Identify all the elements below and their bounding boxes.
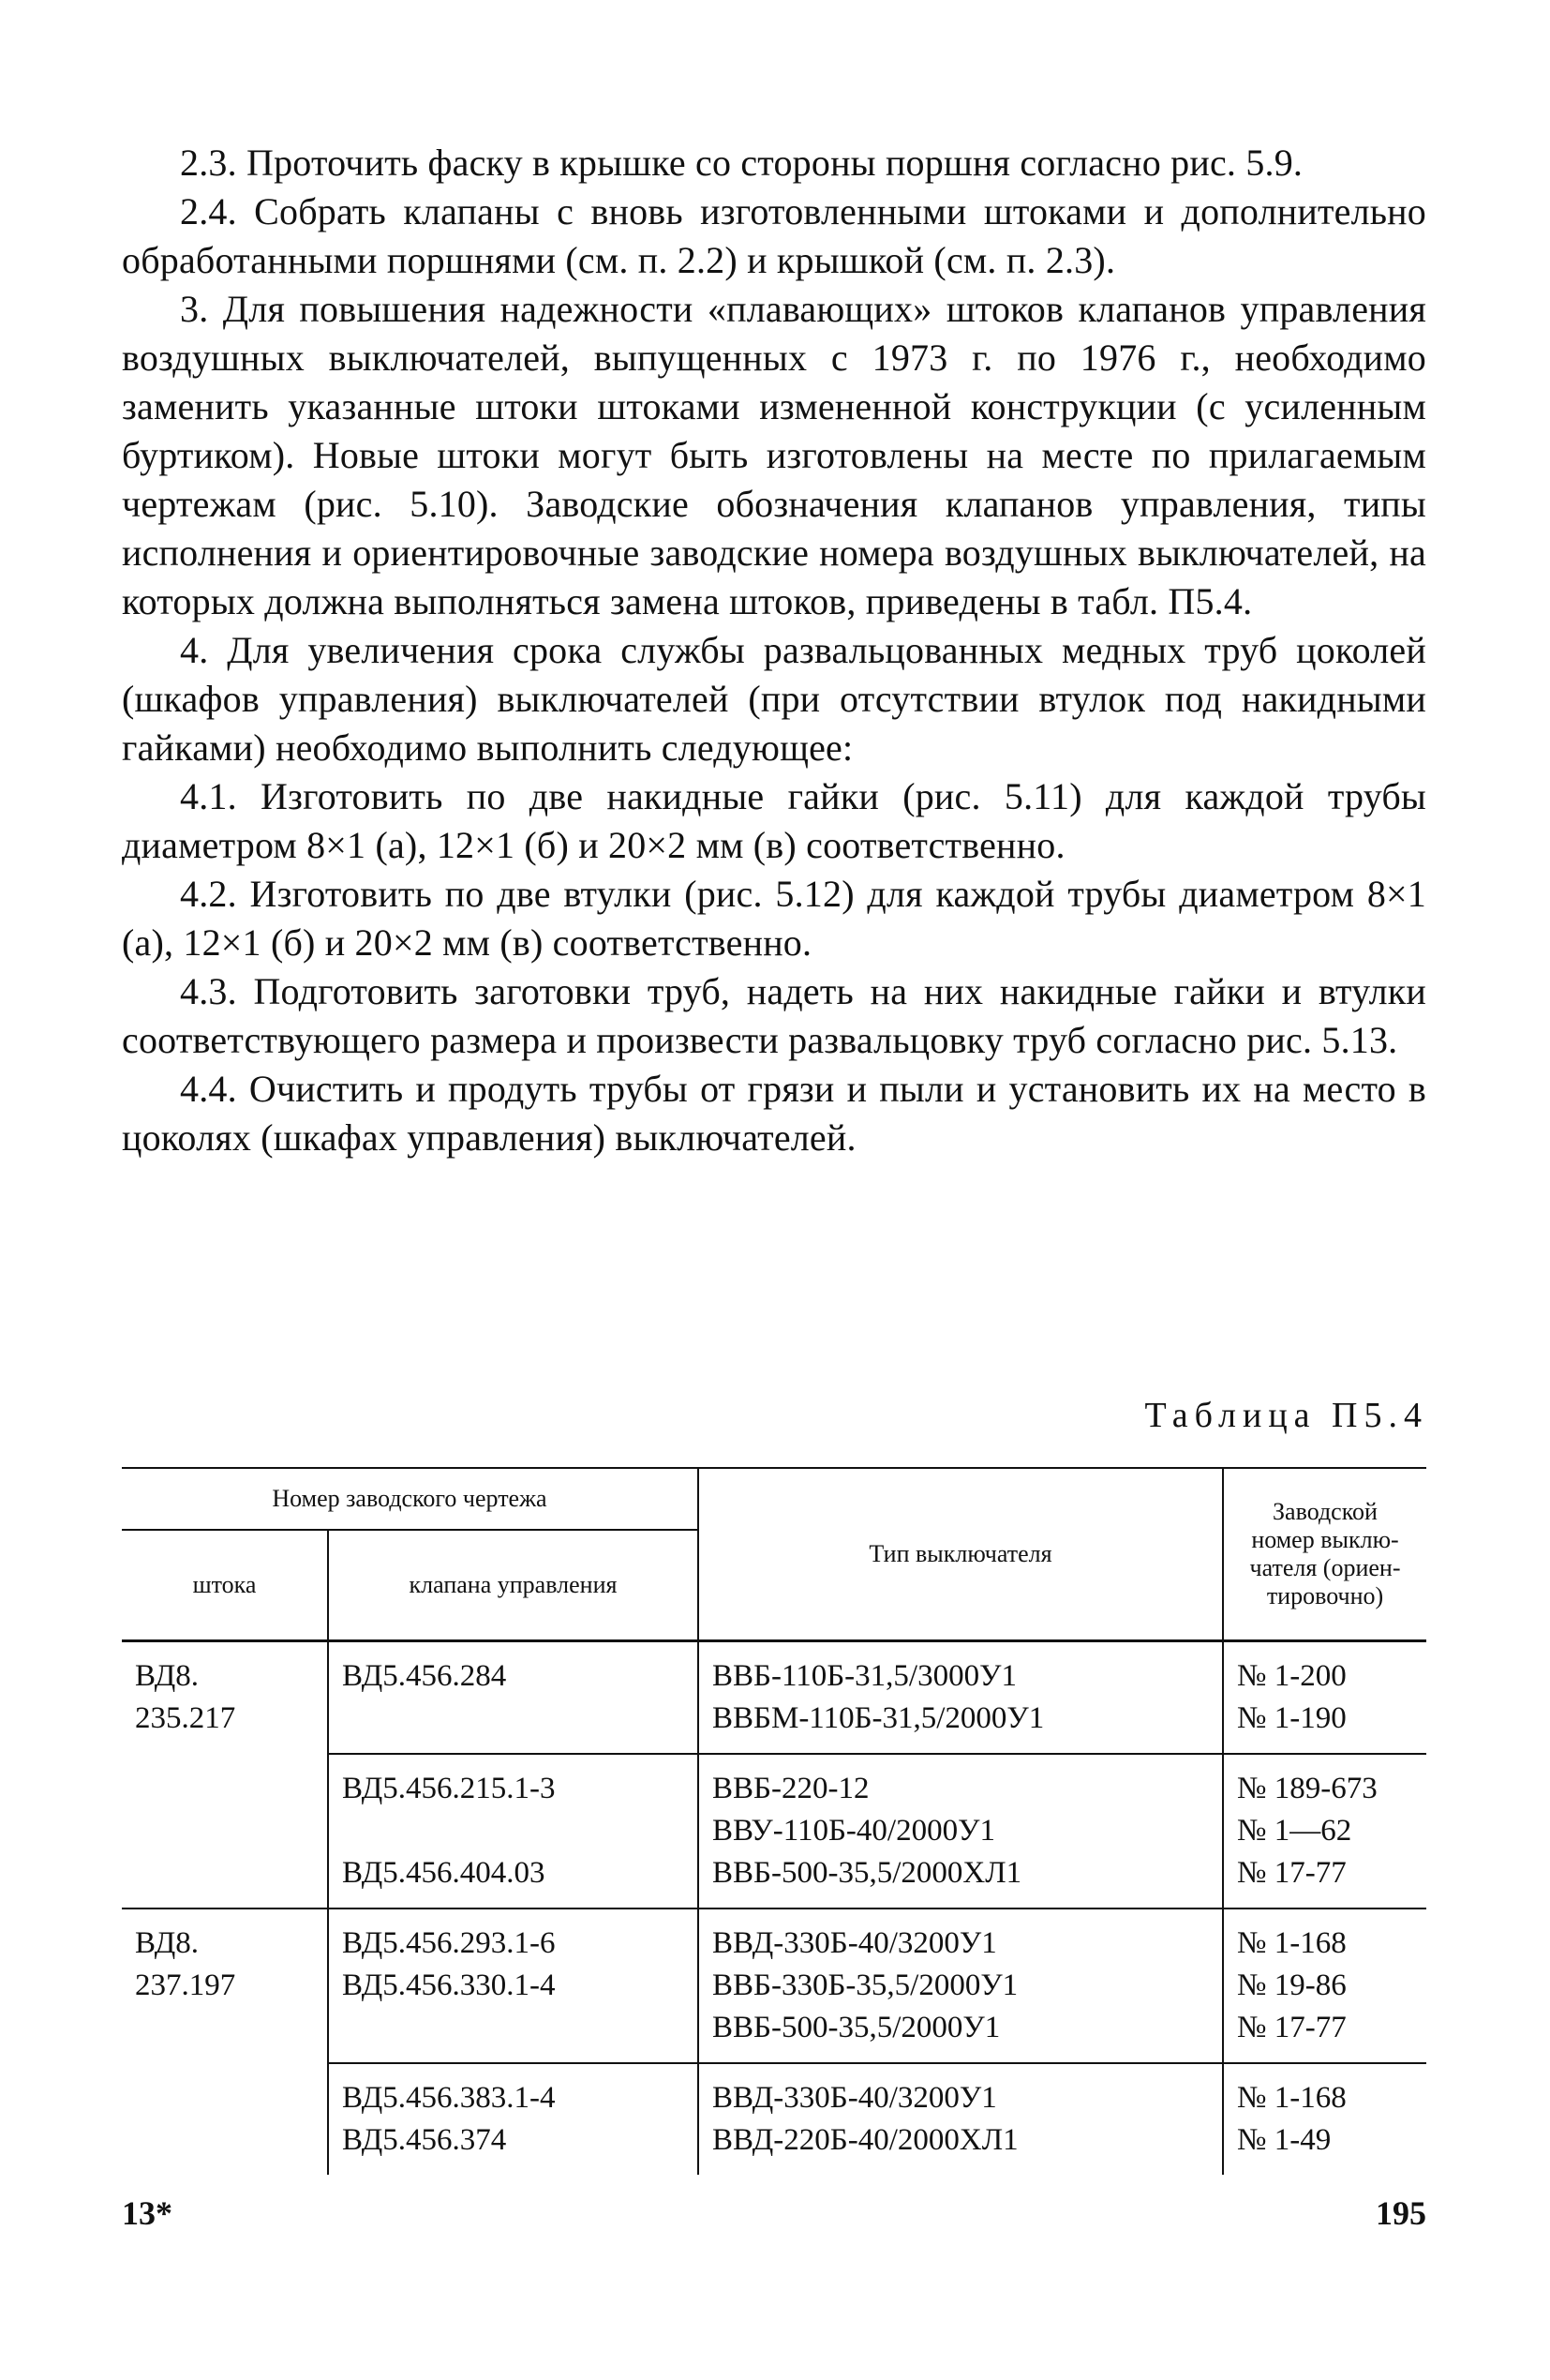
table-row xyxy=(122,1908,1426,2063)
number-line: № 1-168 xyxy=(1237,1926,1347,1960)
number-line: № 1-49 xyxy=(1237,2123,1332,2157)
header-drawing-number: Номер заводского чертежа xyxy=(122,1468,698,1530)
type-line: ВВБ-500-35,5/2000ХЛ1 xyxy=(712,1856,1022,1890)
number-line: № 19-86 xyxy=(1237,1968,1347,2002)
paragraph-2-4: 2.4. Собрать клапаны с вновь изготовленными штоками и дополнительно обработанными поршнями (см. п. 2.2) и крышкой (см. п. 2.3). xyxy=(122,190,1426,281)
valve-line: ВД5.456.383.1-4 xyxy=(342,2081,556,2115)
type-line: ВВБ-220-12 xyxy=(712,1772,870,1805)
rod-line: ВД8. xyxy=(135,1926,200,1960)
number-line: № 17-77 xyxy=(1237,2011,1347,2044)
paragraph-2-3: 2.3. Проточить фаску в крышке со стороны поршня согласно рис. 5.9. xyxy=(180,142,1304,184)
cell-rod xyxy=(122,1908,328,2175)
table-row xyxy=(122,1641,1426,1755)
type-line: ВВБ-330Б-35,5/2000У1 xyxy=(712,1968,1019,2002)
paragraph-3: 3. Для повышения надежности «плавающих» штоков клапанов управления воздушных выключателей, выпущенных с 1973 г. по 1976 г., необходимо заменить указанные штоки штоками измененной конструкции (с усиленным буртиком). Новые штоки могут быть изготовлены на месте по прилагаемым чертежам (рис. 5.10). Заводские обозначения клапанов управления, типы исполнения и ориентировочные заводские номера воздушных выключателей, на которых должна выполняться замена штоков, приведены в табл. П5.4. xyxy=(122,288,1426,622)
type-line: ВВД-330Б-40/3200У1 xyxy=(712,2081,997,2115)
header-number-line: Заводской xyxy=(1273,1498,1378,1525)
rod-line: 237.197 xyxy=(135,1968,236,2002)
header-number-line: чателя (ориен- xyxy=(1249,1554,1401,1581)
spec-table xyxy=(122,1467,1426,2175)
type-line: ВВУ-110Б-40/2000У1 xyxy=(712,1814,995,1848)
header-number-line: номер выклю- xyxy=(1251,1526,1399,1553)
valve-line: ВД5.456.215.1-3 xyxy=(342,1772,556,1805)
header-number-line: тировочно) xyxy=(1266,1582,1384,1609)
type-line: ВВД-220Б-40/2000ХЛ1 xyxy=(712,2123,1019,2157)
cell-valve xyxy=(328,1641,698,1755)
cell-type xyxy=(698,1641,1223,1755)
paragraph-4-3: 4.3. Подготовить заготовки труб, надеть на них накидные гайки и втулки соответствующего размера и произвести развальцовку труб согласно рис. 5.13. xyxy=(122,970,1426,1061)
valve-spacer xyxy=(342,2007,690,2049)
paragraph-4-1: 4.1. Изготовить по две накидные гайки (рис. 5.11) для каждой трубы диаметром 8×1 (а), 12×1 (б) и 20×2 мм (в) соответственно. xyxy=(122,775,1426,866)
type-line: ВВБ-500-35,5/2000У1 xyxy=(712,2011,1001,2044)
type-line: ВВД-330Б-40/3200У1 xyxy=(712,1926,997,1960)
paragraph-4-2: 4.2. Изготовить по две втулки (рис. 5.12) для каждой трубы диаметром 8×1 (а), 12×1 (б) и 20×2 мм (в) соответственно. xyxy=(122,873,1426,964)
cell-number xyxy=(1223,1908,1426,2063)
cell-number xyxy=(1223,1641,1426,1755)
header-factory-number xyxy=(1223,1468,1426,1641)
cell-number xyxy=(1223,1754,1426,1908)
cell-type xyxy=(698,2063,1223,2175)
number-line: № 1—62 xyxy=(1237,1814,1352,1848)
page-number: 195 xyxy=(1376,2194,1426,2232)
valve-line: ВД5.456.330.1-4 xyxy=(342,1968,556,2002)
rod-line: ВД8. xyxy=(135,1659,200,1693)
cell-valve xyxy=(328,2063,698,2175)
number-line: № 1-190 xyxy=(1237,1701,1347,1735)
number-line: № 1-168 xyxy=(1237,2081,1347,2115)
valve-line: ВД5.456.374 xyxy=(342,2123,507,2157)
cell-type xyxy=(698,1908,1223,2063)
cell-type xyxy=(698,1754,1223,1908)
number-line: № 17-77 xyxy=(1237,1856,1347,1890)
paragraph-4: 4. Для увеличения срока службы развальцованных медных труб цоколей (шкафов управления) выключателей (при отсутствии втулок под накидными гайками) необходимо выполнить следующее: xyxy=(122,629,1426,769)
paragraph-4-4: 4.4. Очистить и продуть трубы от грязи и пыли и установить их на место в цоколях (шкафах управления) выключателей. xyxy=(122,1068,1426,1159)
header-breaker-type: Тип выключателя xyxy=(698,1468,1223,1641)
signature-mark: 13* xyxy=(122,2194,172,2232)
header-rod: штока xyxy=(122,1530,328,1641)
cell-rod xyxy=(122,1641,328,1909)
cell-valve xyxy=(328,1754,698,1908)
table-title: Таблица П5.4 xyxy=(1144,1396,1428,1435)
valve-line: ВД5.456.284 xyxy=(342,1659,507,1693)
header-valve: клапана управления xyxy=(328,1530,698,1641)
body-text xyxy=(122,139,1426,1162)
type-line: ВВБМ-110Б-31,5/2000У1 xyxy=(712,1701,1045,1735)
valve-spacer xyxy=(342,1810,690,1852)
number-line: № 1-200 xyxy=(1237,1659,1347,1693)
number-line: № 189-673 xyxy=(1237,1772,1378,1805)
valve-line: ВД5.456.404.03 xyxy=(342,1856,545,1890)
valve-line: ВД5.456.293.1-6 xyxy=(342,1926,556,1960)
type-line: ВВБ-110Б-31,5/3000У1 xyxy=(712,1659,1017,1693)
rod-line: 235.217 xyxy=(135,1701,236,1735)
cell-number xyxy=(1223,2063,1426,2175)
cell-valve xyxy=(328,1908,698,2063)
